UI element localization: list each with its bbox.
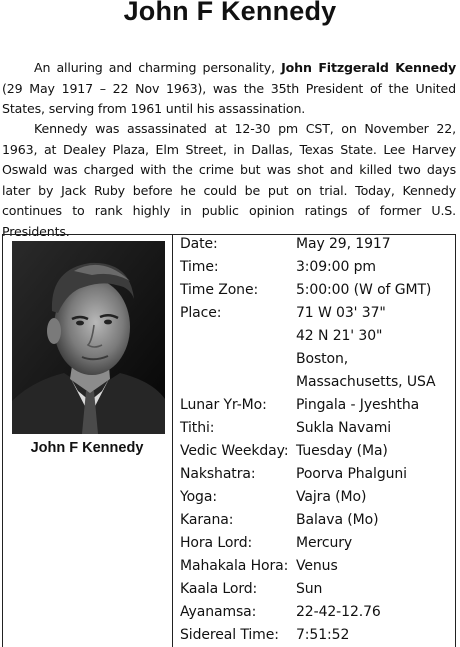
detail-label: Nakshatra:	[180, 466, 256, 482]
page-title: John F Kennedy	[123, 0, 337, 26]
detail-label: Ayanamsa:	[180, 604, 257, 620]
detail-label: Kaala Lord:	[180, 581, 258, 597]
detail-value: Massachusetts, USA	[296, 374, 436, 390]
detail-value: Poorva Phalguni	[296, 466, 407, 482]
portrait-photo-icon	[12, 241, 165, 434]
detail-value: May 29, 1917	[296, 236, 391, 252]
detail-label: Vedic Weekday:	[180, 443, 289, 459]
portrait-photo	[12, 241, 165, 434]
detail-label: Yoga:	[180, 489, 217, 505]
detail-value: Sukla Navami	[296, 420, 392, 436]
detail-value: Boston,	[296, 351, 349, 367]
detail-label: Date:	[180, 236, 218, 252]
intro-text-end: (29 May 1917 – 22 Nov 1963), was the 35th President of the United States, serving from 1961 until his assassination.	[2, 80, 456, 116]
intro-paragraph	[2, 58, 456, 120]
detail-label: Mahakala Hora:	[180, 558, 289, 574]
detail-value: 3:09:00 pm	[296, 259, 376, 275]
detail-value: Balava (Mo)	[296, 512, 379, 528]
assassination-paragraph: Kennedy was assassinated at 12-30 pm CST, on November 22, 1963, at Dealey Plaza, Elm Street, in Dallas, Texas State. Lee Harvey Oswald was charged with the crime but was shot and killed two days later by Jack Ruby before he could be put on trial. Today, Kennedy continues to rank highly in public opinion ratings of former U.S. Presidents.	[2, 121, 456, 239]
detail-value: Mercury	[296, 535, 353, 551]
detail-label: Place:	[180, 305, 222, 321]
detail-label: Hora Lord:	[180, 535, 253, 551]
detail-value: 71 W 03' 37"	[296, 305, 386, 321]
full-name: John Fitzgerald Kennedy	[281, 60, 457, 75]
table-column-divider	[172, 234, 173, 647]
detail-label: Time:	[180, 259, 219, 275]
detail-value: Venus	[296, 558, 338, 574]
detail-value: 5:00:00 (W of GMT)	[296, 282, 432, 298]
detail-label: Karana:	[180, 512, 234, 528]
detail-value: Tuesday (Ma)	[296, 443, 388, 459]
detail-value: 22-42-12.76	[296, 604, 381, 620]
detail-label: Time Zone:	[180, 282, 259, 298]
detail-label: Tithi:	[180, 420, 215, 436]
intro-text-start: An alluring and charming personality,	[34, 60, 282, 75]
detail-value: Vajra (Mo)	[296, 489, 367, 505]
detail-value: Pingala - Jyeshtha	[296, 397, 420, 413]
detail-value: Sun	[296, 581, 323, 597]
detail-label: Lunar Yr-Mo:	[180, 397, 267, 413]
photo-caption: John F Kennedy	[30, 440, 144, 456]
detail-label: Sidereal Time:	[180, 627, 279, 643]
detail-value: 42 N 21' 30"	[296, 328, 383, 344]
detail-value: 7:51:52	[296, 627, 350, 643]
